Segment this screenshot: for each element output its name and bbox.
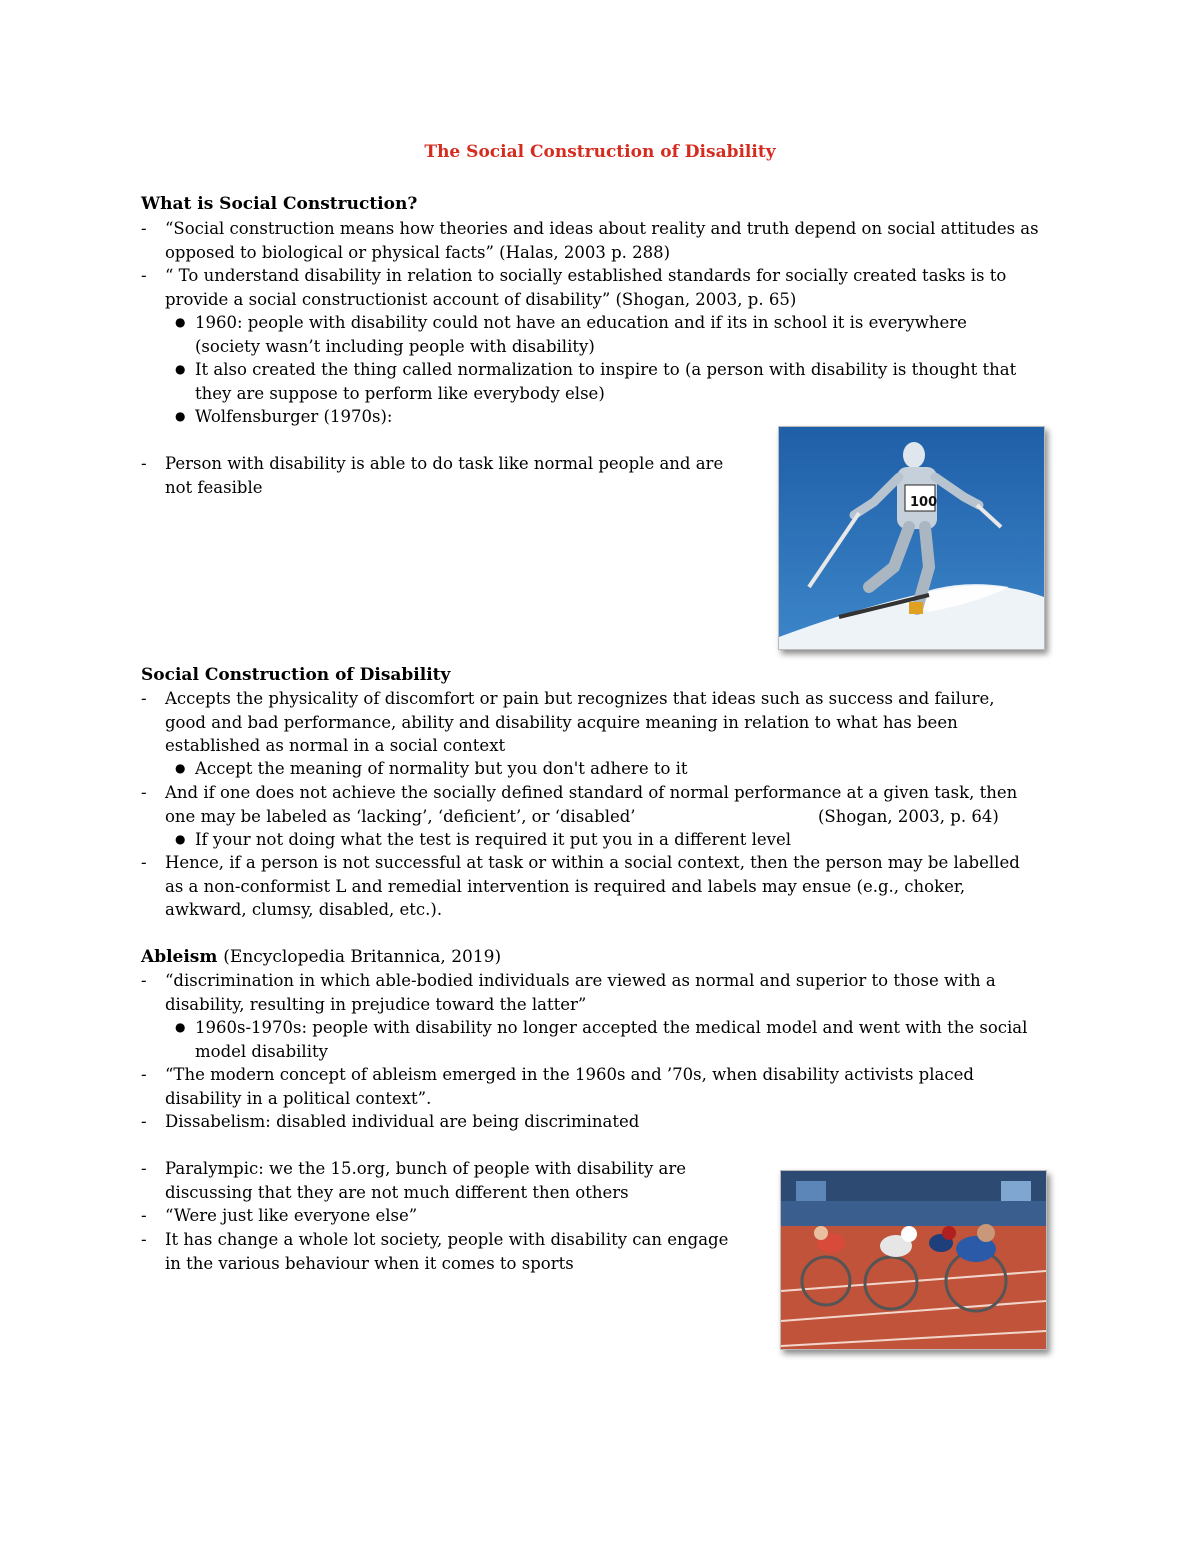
citation: (Shogan, 2003, p. 64) [818, 807, 999, 826]
bullet-icon: ● [175, 761, 186, 775]
text-line: 1960s-1970s: people with disability no longer accepted the medical model and went with the social [195, 1018, 1028, 1037]
section-heading-construction-of-disability: Social Construction of Disability [141, 665, 451, 685]
bullet-icon: ● [175, 362, 186, 376]
text-line: good and bad performance, ability and disability acquire meaning in relation to what has been [165, 712, 958, 732]
document-page: The Social Construction of Disability What is Social Construction? - “Social construction means how theories and ideas about reality and truth depend on social attitudes as opposed to biological or physical facts” (Halas, 2003 p. 288) - “ To understand disability in relation to socially established standards for socially created tasks is to provide a social constructionist account of disability” (Shogan, 2003, p. 65) ● 1960: people with disability could not have an education and if its in school it is everywhere (society wasn’t including people with disability) ● It also created the thing called normalization to inspire to (a person with disability is thought that they are suppose to perform like everybody else) ● Wolfensburger (1970s): - Person with disability is able to do task like normal people and are not feasible 100 Social Construction of Disability - Accepts the physicality of discomfort or pain but recognizes that ideas such as success and failure, good and bad performance, ability and disability acquire meaning in relation to what has been established as normal in a social context ● Accept the meaning of normality but you don't adhere to it - And if one does not achieve the socially defined standard of normal performance at a given task, then one may be labeled as ‘lacking’, ‘deficient’, or ‘disabled’ (Shogan, 2003, p. 64) ● If your not doing what the test is required it put you in a different level - Hence, if a person is not successful at task or within a social context, then the person may be labelled as a non-conformist L and remedial intervention is required and labels may ensue (e.g., choker, awkward, clumsy, disabled, etc.). Ableism (Encyclopedia Britannica, 2019) - “discrimination in which able-bodied individuals are viewed as normal and superior to those with a disability, resulting in prejudice toward the latter” ● 1960s-1970s: people with disability no longer accepted the medical model and went with the social model disability - “The modern concept of ableism emerged in the 1960s and ’70s, when disability activists placed disability in a political context”. - Dissabelism: disabled individual are being discriminated - Paralympic: we the 15.org, bunch of people with disability are discussing that they are not much different then others - “Were just like everyone else” - It has change a whole lot society, people with disability can engage in the various behaviour when it comes to sports [0, 0, 1200, 1553]
text-line: Paralympic: we the 15.org, bunch of people with disability are [165, 1159, 687, 1178]
bullet-icon: ● [175, 832, 186, 846]
racers-illustration [781, 1171, 1046, 1349]
text-line: established as normal in a social context [165, 736, 506, 755]
dash-marker: - [141, 1112, 147, 1131]
text-line: It also created the thing called normalization to inspire to (a person with disability is thought that [195, 360, 1017, 379]
bullet-icon: ● [175, 1020, 186, 1034]
text-line: Person with disability is able to do task like normal people and are [165, 454, 724, 473]
skier-bib: 100 [910, 495, 938, 510]
dash-marker: - [141, 219, 147, 238]
dash-marker: - [141, 1206, 147, 1225]
text-line: (society wasn’t including people with disability) [195, 336, 595, 356]
dash-marker: - [141, 783, 147, 802]
dash-marker: - [141, 266, 147, 285]
skier-illustration [779, 427, 1044, 649]
section-heading-ableism [141, 946, 501, 969]
text-line: Accepts the physicality of discomfort or pain but recognizes that ideas such as success and failure, [165, 689, 995, 708]
text-line: “ To understand disability in relation to socially established standards for socially created tasks is to [165, 266, 1007, 285]
text-line: 1960: people with disability could not have an education and if its in school it is everywhere [195, 313, 967, 332]
dash-marker: - [141, 1159, 147, 1178]
dash-marker: - [141, 971, 147, 990]
dash-marker: - [141, 853, 147, 872]
text-line: model disability [195, 1041, 328, 1061]
text-line: “The modern concept of ableism emerged in the 1960s and ’70s, when disability activists placed [165, 1065, 974, 1084]
bullet-icon: ● [175, 409, 186, 423]
text-line: they are suppose to perform like everybody else) [195, 383, 605, 403]
text-line: disability in a political context”. [165, 1088, 432, 1108]
text-line: disability, resulting in prejudice toward the latter” [165, 994, 587, 1014]
section-heading-social-construction: What is Social Construction? [141, 194, 418, 214]
bullet-icon: ● [175, 315, 186, 329]
text-line: opposed to biological or physical facts” (Halas, 2003 p. 288) [165, 242, 671, 262]
dash-marker: - [141, 689, 147, 708]
text-line: in the various behaviour when it comes to sports [165, 1253, 574, 1273]
skier-photo [778, 426, 1045, 650]
text-line: Wolfensburger (1970s): [195, 407, 393, 426]
text-line: It has change a whole lot society, people with disability can engage [165, 1230, 729, 1249]
ableism-citation: (Encyclopedia Britannica, 2019) [223, 947, 502, 967]
text-line: Hence, if a person is not successful at task or within a social context, then the person may be labelled [165, 853, 1020, 872]
page-title: The Social Construction of Disability [424, 142, 776, 162]
text-line: awkward, clumsy, disabled, etc.). [165, 900, 443, 919]
dash-marker: - [141, 1230, 147, 1249]
text-line: one may be labeled as ‘lacking’, ‘deficient’, or ‘disabled’ [165, 806, 636, 826]
text-line: “Social construction means how theories and ideas about reality and truth depend on social attitudes as [165, 219, 1039, 238]
dash-marker: - [141, 1065, 147, 1084]
text-line: And if one does not achieve the socially defined standard of normal performance at a given task, then [165, 783, 1018, 802]
text-line: as a non-conformist L and remedial intervention is required and labels may ensue (e.g., choker, [165, 876, 966, 896]
text-line: discussing that they are not much different then others [165, 1182, 629, 1202]
text-line: not feasible [165, 477, 263, 497]
wheelchair-racers-photo [780, 1170, 1047, 1350]
dash-marker: - [141, 454, 147, 473]
ableism-heading: Ableism [141, 947, 218, 967]
text-line: provide a social constructionist account of disability” (Shogan, 2003, p. 65) [165, 289, 797, 309]
text-line: “discrimination in which able-bodied individuals are viewed as normal and superior to those with a [165, 971, 996, 990]
